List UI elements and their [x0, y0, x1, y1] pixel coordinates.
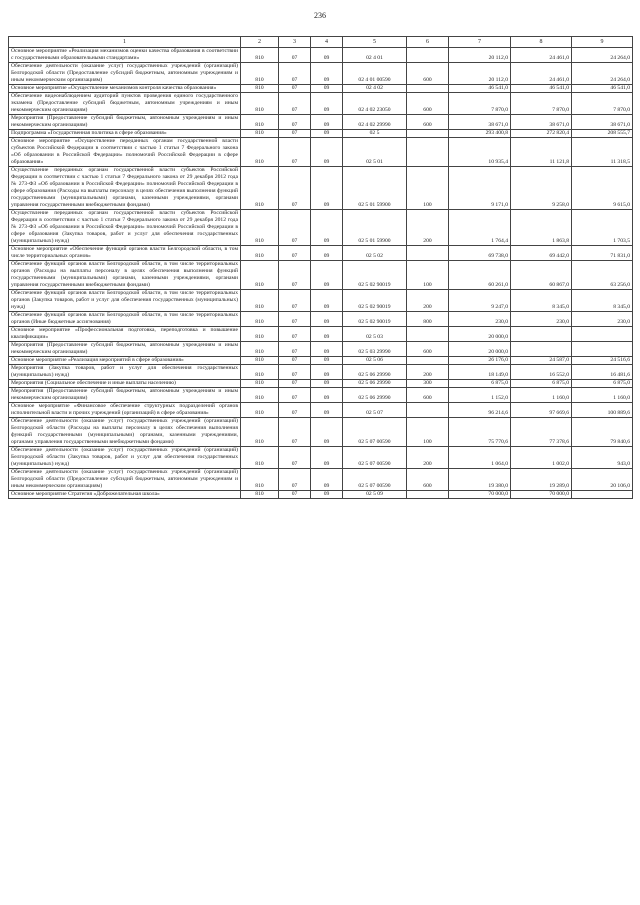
subsection-cell: 09: [311, 115, 343, 130]
expense-type-cell: [407, 138, 449, 167]
expense-type-cell: 200: [407, 210, 449, 246]
grbs-cell: 810: [241, 167, 279, 210]
amount-year3-cell: 24 516,6: [572, 357, 633, 365]
amount-year2-cell: [511, 342, 572, 357]
amount-year2-cell: 7 870,0: [511, 93, 572, 115]
target-article-cell: 02 4 01: [343, 48, 407, 63]
amount-year1-cell: 18 149,0: [449, 365, 511, 380]
subsection-cell: 09: [311, 130, 343, 138]
table-row: [9, 130, 633, 138]
table-row: [9, 327, 633, 342]
amount-year3-cell: 24 264,0: [572, 63, 633, 85]
grbs-cell: 810: [241, 312, 279, 327]
table-row: [9, 85, 633, 93]
section-cell: 07: [279, 93, 311, 115]
section-cell: 07: [279, 365, 311, 380]
expense-type-cell: 600: [407, 115, 449, 130]
row-name-cell: Обеспечение видеонаблюдением аудиторий пунктов проведения единого государственного экзамена (Предоставление субсидий бюджетным, автономным учреждениям и иным некоммерческим организациям): [9, 93, 241, 115]
amount-year3-cell: 7 870,0: [572, 93, 633, 115]
expense-type-cell: [407, 130, 449, 138]
amount-year2-cell: 272 820,4: [511, 130, 572, 138]
row-name-cell: Обеспечение функций органов власти Белгородской области, в том числе территориальных органов (Расходы на выплаты персоналу в целях обеспечения выполнения функций государственными (муниципальными) органами, казенными учреждениями, органами управления государственными внебюджетными фондами): [9, 261, 241, 290]
target-article-cell: 02 5 01: [343, 138, 407, 167]
amount-year2-cell: 19 289,0: [511, 469, 572, 491]
col-header: 6: [407, 37, 449, 48]
row-name-cell: Основное мероприятие Стратегия «Доброжелательная школа»: [9, 491, 241, 499]
section-cell: 07: [279, 167, 311, 210]
section-cell: 07: [279, 290, 311, 312]
grbs-cell: 810: [241, 357, 279, 365]
amount-year2-cell: 6 875,0: [511, 380, 572, 388]
row-name-cell: Мероприятия (Предоставление субсидий бюджетным, автономным учреждениям и иным некоммерческим организациям): [9, 115, 241, 130]
table-row: [9, 138, 633, 167]
grbs-cell: 810: [241, 130, 279, 138]
row-name-cell: Обеспечение деятельности (оказание услуг) государственных учреждений (организаций) Белгородской области (Предоставление субсидий бюджетным, автономным учреждениям и иным некоммерческим организациям): [9, 63, 241, 85]
row-name-cell: Обеспечение функций органов власти Белгородской области, в том числе территориальных органов (Закупка товаров, работ и услуг для обеспечения государственных (муниципальных) нужд): [9, 290, 241, 312]
target-article-cell: 02 5 09: [343, 491, 407, 499]
grbs-cell: 810: [241, 342, 279, 357]
row-name-cell: Осуществление переданных органам государственной власти субъектов Российской Федерации в соответствии с частью 1 статьи 7 Федерального закона от 29 декабря 2012 года № 273-ФЗ «Об образовании в Российской Федерации» полномочий Российской Федерации в сфере образования (Закупка товаров, работ и услуг для обеспечения государственных (муниципальных) нужд): [9, 210, 241, 246]
amount-year1-cell: 1 764,4: [449, 210, 511, 246]
amount-year1-cell: 1 064,0: [449, 447, 511, 469]
section-cell: 07: [279, 403, 311, 418]
expense-type-cell: 600: [407, 63, 449, 85]
amount-year2-cell: 24 461,0: [511, 63, 572, 85]
target-article-cell: 02 5 01 59900: [343, 167, 407, 210]
amount-year2-cell: 24 587,0: [511, 357, 572, 365]
amount-year3-cell: 8 345,0: [572, 290, 633, 312]
amount-year2-cell: 38 671,0: [511, 115, 572, 130]
amount-year1-cell: 20 000,0: [449, 342, 511, 357]
row-name-cell: Основное мероприятие «Реализация мероприятий в сфере образования»: [9, 357, 241, 365]
table-row: [9, 167, 633, 210]
amount-year3-cell: 46 541,0: [572, 85, 633, 93]
subsection-cell: 09: [311, 93, 343, 115]
table-row: [9, 365, 633, 380]
section-cell: 07: [279, 130, 311, 138]
row-name-cell: Основное мероприятие «Профессиональная подготовка, переподготовка и повышение квалификации»: [9, 327, 241, 342]
expense-type-cell: 800: [407, 312, 449, 327]
amount-year1-cell: 293 400,8: [449, 130, 511, 138]
row-name-cell: Мероприятия (Предоставление субсидий бюджетным, автономным учреждениям и иным некоммерческим организациям): [9, 342, 241, 357]
amount-year2-cell: 70 000,0: [511, 491, 572, 499]
target-article-cell: 02 5 02 90019: [343, 312, 407, 327]
grbs-cell: 810: [241, 246, 279, 261]
row-name-cell: Мероприятия (Закупка товаров, работ и услуг для обеспечения государственных (муниципальных) нужд): [9, 365, 241, 380]
subsection-cell: 09: [311, 380, 343, 388]
subsection-cell: 09: [311, 48, 343, 63]
table-row: [9, 403, 633, 418]
row-name-cell: Обеспечение деятельности (оказание услуг) государственных учреждений (организаций) Белгородской области (Расходы на выплаты персоналу в целях обеспечения выполнения функций государственными (муниципальными) органами, казенными учреждениями, органами управления государственными внебюджетными фондами): [9, 418, 241, 447]
grbs-cell: 810: [241, 93, 279, 115]
section-cell: 07: [279, 327, 311, 342]
target-article-cell: 02 5 03: [343, 327, 407, 342]
amount-year1-cell: 20 000,0: [449, 327, 511, 342]
table-row: [9, 380, 633, 388]
amount-year3-cell: 20 106,0: [572, 469, 633, 491]
table-row: [9, 388, 633, 403]
col-header: 4: [311, 37, 343, 48]
row-name-cell: Обеспечение деятельности (оказание услуг) государственных учреждений (организаций) Белгородской области (Закупка товаров, работ и услуг для обеспечения государственных (муниципальных) нужд): [9, 447, 241, 469]
section-cell: 07: [279, 48, 311, 63]
expense-type-cell: [407, 85, 449, 93]
table-row: [9, 93, 633, 115]
page-number: 236: [314, 11, 326, 20]
subsection-cell: 09: [311, 290, 343, 312]
grbs-cell: 810: [241, 48, 279, 63]
grbs-cell: 810: [241, 403, 279, 418]
target-article-cell: 02 5 02: [343, 246, 407, 261]
header-row: [9, 37, 633, 48]
amount-year1-cell: 26 176,0: [449, 357, 511, 365]
amount-year1-cell: 6 875,0: [449, 380, 511, 388]
amount-year3-cell: 16 481,6: [572, 365, 633, 380]
table-row: [9, 342, 633, 357]
subsection-cell: 09: [311, 418, 343, 447]
grbs-cell: 810: [241, 290, 279, 312]
amount-year1-cell: 38 671,0: [449, 115, 511, 130]
target-article-cell: 02 5 07 00590: [343, 447, 407, 469]
expense-type-cell: 600: [407, 469, 449, 491]
amount-year3-cell: 11 318,5: [572, 138, 633, 167]
col-header: 5: [343, 37, 407, 48]
amount-year1-cell: 230,0: [449, 312, 511, 327]
grbs-cell: 810: [241, 85, 279, 93]
grbs-cell: 810: [241, 138, 279, 167]
expense-type-cell: [407, 491, 449, 499]
amount-year2-cell: 1 863,8: [511, 210, 572, 246]
expense-type-cell: 600: [407, 342, 449, 357]
subsection-cell: 09: [311, 365, 343, 380]
table-row: [9, 447, 633, 469]
amount-year1-cell: 20 112,0: [449, 48, 511, 63]
section-cell: 07: [279, 447, 311, 469]
amount-year3-cell: 79 840,6: [572, 418, 633, 447]
col-header: 1: [9, 37, 241, 48]
target-article-cell: 02 4 02 29990: [343, 115, 407, 130]
expense-type-cell: 100: [407, 418, 449, 447]
target-article-cell: 02 5 07 00590: [343, 469, 407, 491]
amount-year2-cell: 1 160,0: [511, 388, 572, 403]
grbs-cell: 810: [241, 418, 279, 447]
amount-year3-cell: 208 555,7: [572, 130, 633, 138]
table-row: [9, 491, 633, 499]
subsection-cell: 09: [311, 138, 343, 167]
section-cell: 07: [279, 357, 311, 365]
target-article-cell: 02 5 02 90019: [343, 261, 407, 290]
expense-type-cell: [407, 246, 449, 261]
amount-year3-cell: [572, 342, 633, 357]
amount-year3-cell: 943,0: [572, 447, 633, 469]
table-row: [9, 261, 633, 290]
subsection-cell: 09: [311, 167, 343, 210]
section-cell: 07: [279, 380, 311, 388]
table-row: [9, 290, 633, 312]
subsection-cell: 09: [311, 469, 343, 491]
amount-year2-cell: [511, 327, 572, 342]
table-row: [9, 312, 633, 327]
table-row: [9, 115, 633, 130]
section-cell: 07: [279, 63, 311, 85]
table-row: [9, 210, 633, 246]
amount-year1-cell: 69 738,0: [449, 246, 511, 261]
section-cell: 07: [279, 418, 311, 447]
table-row: [9, 469, 633, 491]
row-name-cell: Основное мероприятие «Обеспечение функций органов власти Белгородской области, в том числе территориальных органов»: [9, 246, 241, 261]
amount-year3-cell: 71 831,0: [572, 246, 633, 261]
amount-year1-cell: 96 214,6: [449, 403, 511, 418]
amount-year3-cell: 100 889,6: [572, 403, 633, 418]
grbs-cell: 810: [241, 327, 279, 342]
amount-year3-cell: 1 703,5: [572, 210, 633, 246]
amount-year1-cell: 46 541,0: [449, 85, 511, 93]
amount-year1-cell: 1 152,0: [449, 388, 511, 403]
row-name-cell: Основное мероприятие «Осуществление механизмов контроля качества образования»: [9, 85, 241, 93]
subsection-cell: 09: [311, 63, 343, 85]
amount-year1-cell: 7 870,0: [449, 93, 511, 115]
col-header: 9: [572, 37, 633, 48]
budget-table: [8, 36, 633, 499]
amount-year3-cell: [572, 491, 633, 499]
row-name-cell: Обеспечение деятельности (оказание услуг) государственных учреждений (организаций) Белгородской области (Предоставление субсидий бюджетным, автономным учреждениям и иным некоммерческим организациям): [9, 469, 241, 491]
expense-type-cell: 600: [407, 388, 449, 403]
table-row: [9, 357, 633, 365]
amount-year2-cell: 69 442,0: [511, 246, 572, 261]
amount-year2-cell: 46 541,0: [511, 85, 572, 93]
expense-type-cell: 200: [407, 290, 449, 312]
col-header: 3: [279, 37, 311, 48]
expense-type-cell: 100: [407, 261, 449, 290]
grbs-cell: 810: [241, 210, 279, 246]
target-article-cell: 02 4 02: [343, 85, 407, 93]
expense-type-cell: [407, 403, 449, 418]
section-cell: 07: [279, 261, 311, 290]
subsection-cell: 09: [311, 261, 343, 290]
col-header: 2: [241, 37, 279, 48]
section-cell: 07: [279, 491, 311, 499]
amount-year1-cell: 75 770,6: [449, 418, 511, 447]
amount-year3-cell: 63 256,0: [572, 261, 633, 290]
row-name-cell: Основное мероприятие «Осуществление переданных органам государственной власти субъектов Российской Федерации в соответствии с частью 1 статьи 7 Федерального закона «Об образовании в Российской Федерации» полномочий Российской Федерации в сфере образования»: [9, 138, 241, 167]
expense-type-cell: 100: [407, 167, 449, 210]
col-header: 7: [449, 37, 511, 48]
grbs-cell: 810: [241, 380, 279, 388]
amount-year2-cell: 77 378,6: [511, 418, 572, 447]
expense-type-cell: [407, 327, 449, 342]
target-article-cell: 02 5 06 29990: [343, 388, 407, 403]
amount-year1-cell: 10 935,4: [449, 138, 511, 167]
expense-type-cell: 600: [407, 93, 449, 115]
amount-year3-cell: 9 615,0: [572, 167, 633, 210]
subsection-cell: 09: [311, 388, 343, 403]
table-row: [9, 418, 633, 447]
target-article-cell: 02 5 06 29990: [343, 365, 407, 380]
expense-type-cell: 200: [407, 447, 449, 469]
target-article-cell: 02 4 01 00590: [343, 63, 407, 85]
section-cell: 07: [279, 138, 311, 167]
amount-year1-cell: 60 261,0: [449, 261, 511, 290]
section-cell: 07: [279, 210, 311, 246]
amount-year2-cell: 60 867,0: [511, 261, 572, 290]
amount-year1-cell: 70 000,0: [449, 491, 511, 499]
target-article-cell: 02 5 02 90019: [343, 290, 407, 312]
subsection-cell: 09: [311, 312, 343, 327]
amount-year3-cell: 24 264,0: [572, 48, 633, 63]
target-article-cell: 02 5 01 59900: [343, 210, 407, 246]
subsection-cell: 09: [311, 246, 343, 261]
grbs-cell: 810: [241, 388, 279, 403]
amount-year2-cell: 8 345,0: [511, 290, 572, 312]
target-article-cell: 02 5: [343, 130, 407, 138]
row-name-cell: Подпрограмма «Государственная политика в сфере образования»: [9, 130, 241, 138]
amount-year2-cell: 97 669,6: [511, 403, 572, 418]
amount-year2-cell: 1 002,0: [511, 447, 572, 469]
amount-year1-cell: 9 171,0: [449, 167, 511, 210]
table-row: [9, 246, 633, 261]
amount-year3-cell: 230,0: [572, 312, 633, 327]
table-row: [9, 48, 633, 63]
row-name-cell: Обеспечение функций органов власти Белгородской области, в том числе территориальных органов (Иные бюджетные ассигнования): [9, 312, 241, 327]
target-article-cell: 02 5 06 29990: [343, 380, 407, 388]
grbs-cell: 810: [241, 261, 279, 290]
target-article-cell: 02 5 03 29990: [343, 342, 407, 357]
row-name-cell: Осуществление переданных органам государственной власти субъектов Российской Федерации в соответствии с частью 1 статьи 7 Федерального закона от 29 декабря 2012 года № 273-ФЗ «Об образовании в Российской Федерации» полномочий Российской Федерации в сфере образования (Расходы на выплаты персоналу в целях обеспечения выполнения функций государственными (муниципальными) органами, казенными учреждениями, органами управления государственными внебюджетными фондами): [9, 167, 241, 210]
subsection-cell: 09: [311, 342, 343, 357]
table-body: [9, 48, 633, 499]
amount-year2-cell: 16 552,0: [511, 365, 572, 380]
subsection-cell: 09: [311, 357, 343, 365]
section-cell: 07: [279, 469, 311, 491]
table-row: [9, 63, 633, 85]
amount-year1-cell: 19 380,0: [449, 469, 511, 491]
section-cell: 07: [279, 312, 311, 327]
amount-year1-cell: 9 247,0: [449, 290, 511, 312]
grbs-cell: 810: [241, 365, 279, 380]
expense-type-cell: [407, 357, 449, 365]
target-article-cell: 02 5 07: [343, 403, 407, 418]
expense-type-cell: 200: [407, 365, 449, 380]
row-name-cell: Основное мероприятие «Реализация механизмов оценки качества образования в соответствии с государственными образовательными стандартами»: [9, 48, 241, 63]
amount-year2-cell: 11 121,8: [511, 138, 572, 167]
subsection-cell: 09: [311, 447, 343, 469]
section-cell: 07: [279, 85, 311, 93]
section-cell: 07: [279, 342, 311, 357]
target-article-cell: 02 4 02 23050: [343, 93, 407, 115]
grbs-cell: 810: [241, 469, 279, 491]
section-cell: 07: [279, 246, 311, 261]
amount-year3-cell: 38 671,0: [572, 115, 633, 130]
section-cell: 07: [279, 388, 311, 403]
subsection-cell: 09: [311, 403, 343, 418]
amount-year2-cell: 9 258,0: [511, 167, 572, 210]
expense-type-cell: 300: [407, 380, 449, 388]
subsection-cell: 09: [311, 85, 343, 93]
grbs-cell: 810: [241, 115, 279, 130]
subsection-cell: 09: [311, 210, 343, 246]
grbs-cell: 810: [241, 491, 279, 499]
col-header: 8: [511, 37, 572, 48]
amount-year2-cell: 230,0: [511, 312, 572, 327]
amount-year2-cell: 24 461,0: [511, 48, 572, 63]
target-article-cell: 02 5 06: [343, 357, 407, 365]
amount-year1-cell: 20 112,0: [449, 63, 511, 85]
row-name-cell: Мероприятия (Социальное обеспечение и иные выплаты населению): [9, 380, 241, 388]
amount-year3-cell: 6 875,0: [572, 380, 633, 388]
amount-year3-cell: 1 160,0: [572, 388, 633, 403]
row-name-cell: Основное мероприятие «Финансовое обеспечение структурных подразделений органов исполнительной власти и прочих учреждений (организаций) в сфере образования»: [9, 403, 241, 418]
subsection-cell: 09: [311, 491, 343, 499]
target-article-cell: 02 5 07 00590: [343, 418, 407, 447]
expense-type-cell: [407, 48, 449, 63]
grbs-cell: 810: [241, 63, 279, 85]
grbs-cell: 810: [241, 447, 279, 469]
row-name-cell: Мероприятия (Предоставление субсидий бюджетным, автономным учреждениям и иным некоммерческим организациям): [9, 388, 241, 403]
amount-year3-cell: [572, 327, 633, 342]
section-cell: 07: [279, 115, 311, 130]
subsection-cell: 09: [311, 327, 343, 342]
